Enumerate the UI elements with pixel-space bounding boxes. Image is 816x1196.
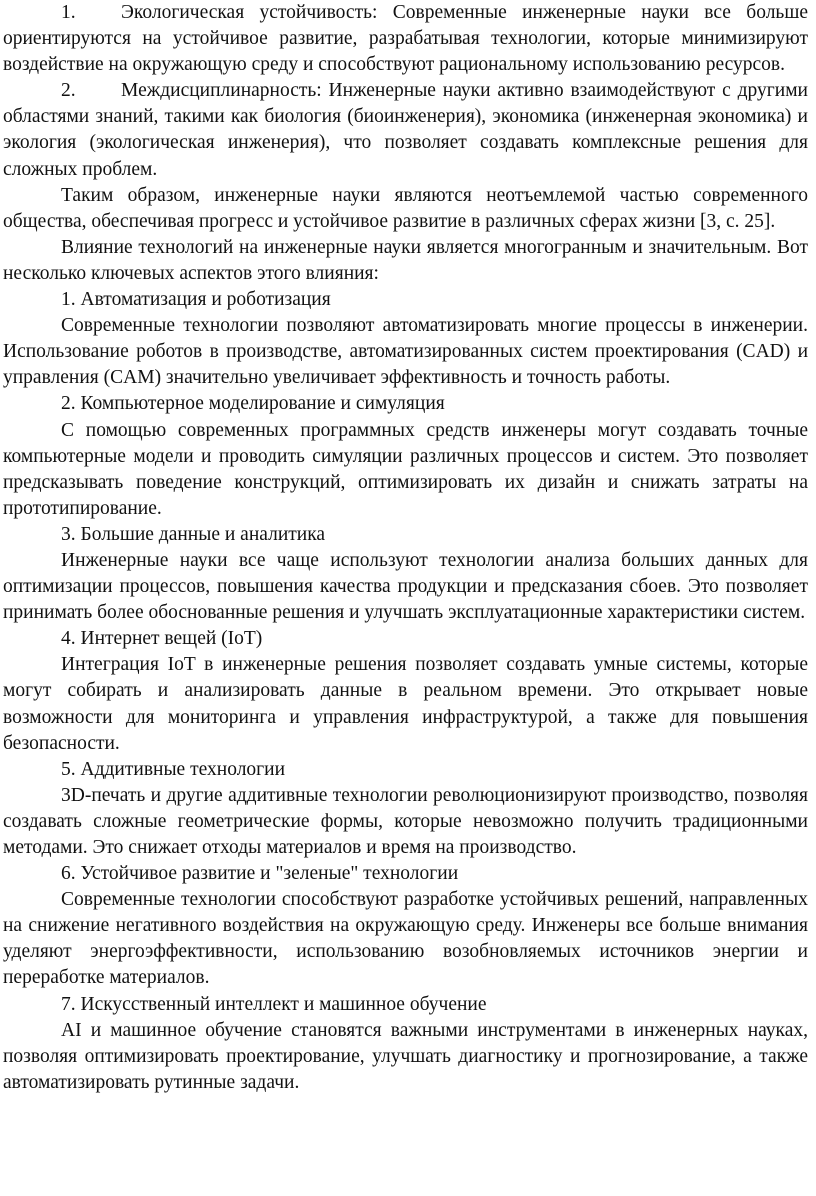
section-body-ai: AI и машинное обучение становятся важными инструментами в инженерных науках, позволяя оптимизировать проектирование, улучшать диагностику и прогнозирование, а также автоматизировать рутинные задачи. [3,1019,808,1093]
section-heading-automation: 1. Автоматизация и роботизация [61,289,331,311]
intro-item-text: Междисциплинарность: Инженерные науки активно взаимодействуют с другими областями знаний, такими как биология (биоинженерия), экономика (инженерная экономика) и экология (экологическая инженерия), что позволяет создавать комплексные решения для сложных проблем. [3,80,808,180]
intro-item-interdisciplinarity [3,78,808,182]
section-heading-modeling: 2. Компьютерное моделирование и симуляция [61,393,445,415]
section-body-automation: Современные технологии позволяют автоматизировать многие процессы в инженерии. Использование роботов в производстве, автоматизированных систем проектирования (CAD) и управления (CAM) значительно увеличивает эффективность и точность работы. [3,315,808,389]
section-heading-green-tech: 6. Устойчивое развитие и "зеленые" технологии [61,863,459,885]
intro-item-number: 1. [61,2,76,23]
section-body-additive: 3D-печать и другие аддитивные технологии революционизируют производство, позволяя создавать сложные геометрические формы, которые невозможно получить традиционными методами. Это снижает отходы материалов и время на производство. [3,784,808,858]
section-heading-big-data: 3. Большие данные и аналитика [61,523,326,545]
conclusion-paragraph: Таким образом, инженерные науки являются неотъемлемой частью современного общества, обеспечивая прогресс и устойчивое развитие в различных сферах жизни [3, с. 25]. [3,184,808,232]
section-heading-additive: 5. Аддитивные технологии [61,758,286,780]
section-body-iot: Интеграция IoT в инженерные решения позволяет создавать умные системы, которые могут собирать и анализировать данные в реальном времени. Это открывает новые возможности для мониторинга и управления инфраструктурой, а также для повышения безопасности. [3,654,808,754]
section-body-green-tech: Современные технологии способствуют разработке устойчивых решений, направленных на снижение негативного воздействия на окружающую среду. Инженеры все больше внимания уделяют энергоэффективности, использованию возобновляемых источников энергии и переработке материалов. [3,889,808,989]
section-body-big-data: Инженерные науки все чаще используют технологии анализа больших данных для оптимизации процессов, повышения качества продукции и предсказания сбоев. Это позволяет принимать более обоснованные решения и улучшать эксплуатационные характеристики систем. [3,549,808,624]
section-heading-iot: 4. Интернет вещей (IoT) [61,628,263,650]
influence-intro-paragraph: Влияние технологий на инженерные науки является многогранным и значительным. Вот несколько ключевых аспектов этого влияния: [3,236,808,284]
intro-item-number: 2. [61,80,76,102]
section-heading-ai: 7. Искусственный интеллект и машинное обучение [61,993,487,1015]
intro-item-ecology [3,0,808,78]
section-body-modeling: С помощью современных программных средств инженеры могут создавать точные компьютерные модели и проводить симуляции различных процессов и систем. Это позволяет предсказывать поведение конструкций, оптимизировать их дизайн и снижать затраты на прототипирование. [3,419,808,519]
intro-item-text: Экологическая устойчивость: Современные инженерные науки все больше ориентируются на устойчивое развитие, разрабатывая технологии, которые минимизируют воздействие на окружающую среду и способствуют рациональному использованию ресурсов. [3,2,808,76]
